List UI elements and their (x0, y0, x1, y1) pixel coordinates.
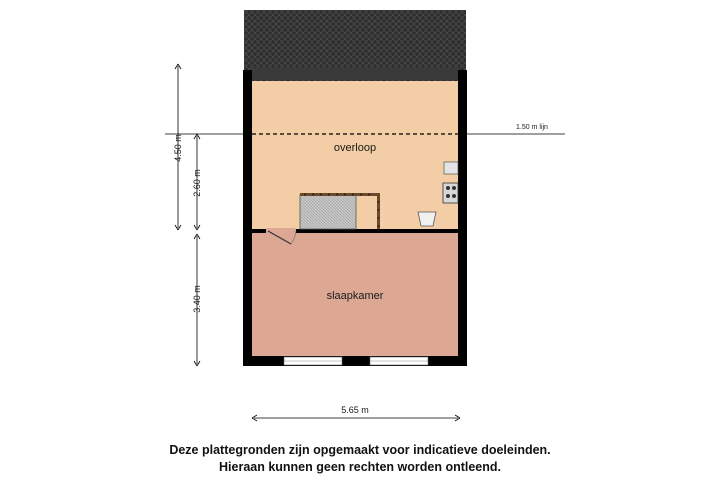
dimension-label-lower-height: 3.40 m (192, 285, 202, 313)
disclaimer-line-1: Deze plattegronden zijn opgemaakt voor indicatieve doeleinden. (169, 443, 551, 457)
laundry-basket-icon (418, 212, 436, 226)
sink-icon (444, 162, 458, 174)
stove-icon (443, 183, 458, 203)
wall-left (243, 70, 252, 366)
dimension-label-width: 5.65 m (341, 405, 369, 415)
wall-bottom (243, 356, 467, 366)
roof-edge (250, 68, 460, 80)
dimension-label-upper-height: 2.60 m (192, 169, 202, 197)
room-label-bedroom: slaapkamer (326, 290, 384, 302)
stairs (300, 195, 356, 229)
dimension-label-total-height: 4.50 m (173, 134, 183, 162)
wall-right (458, 70, 467, 366)
room-label-landing: overloop (333, 142, 377, 154)
reference-line-label: 1.50 m lijn (516, 124, 548, 131)
dimension-width (252, 415, 460, 421)
disclaimer-line-2: Hieraan kunnen geen rechten worden ontleend. (219, 460, 501, 474)
